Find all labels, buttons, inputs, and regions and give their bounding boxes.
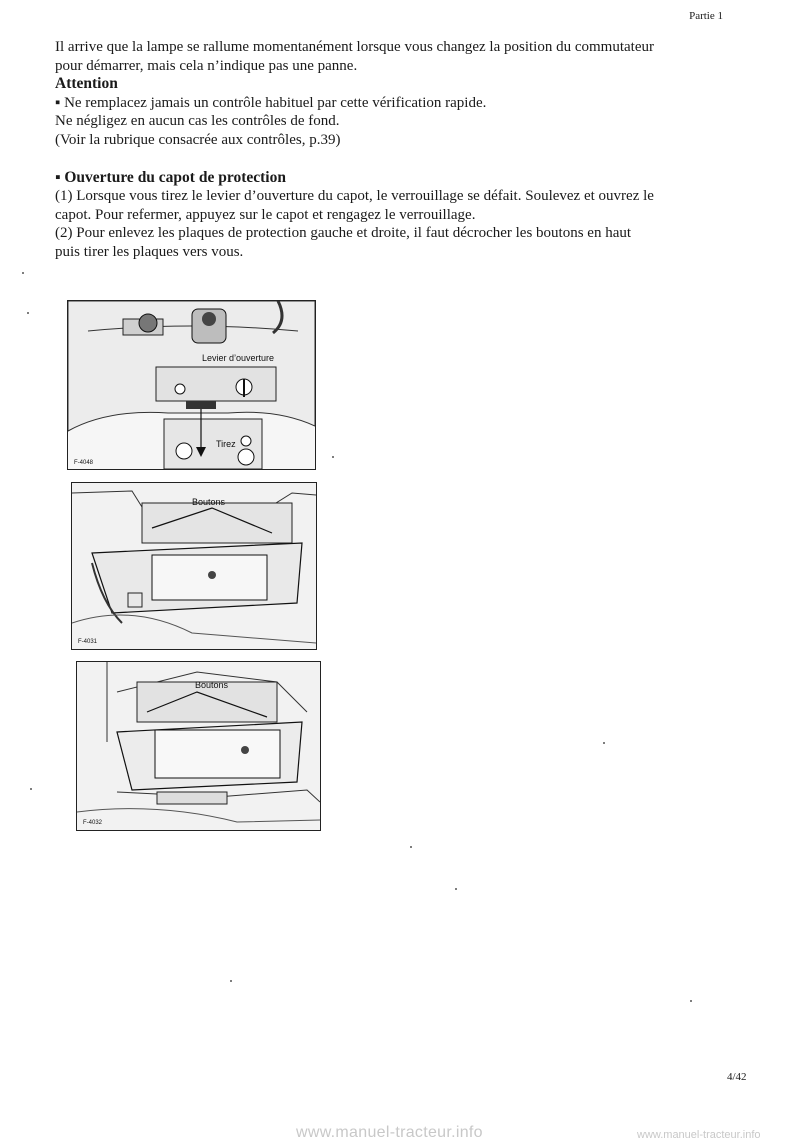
scan-speck xyxy=(27,312,29,314)
section-line-4: puis tirer les plaques vers vous. xyxy=(55,243,244,260)
attention-line-3: (Voir la rubrique consacrée aux contrôles, p.39) xyxy=(55,131,341,148)
section-line-2: capot. Pour refermer, appuyez sur le capot et rengagez le verrouillage. xyxy=(55,206,476,223)
figure-code-1: F-4048 xyxy=(74,460,94,466)
attention-line-1: ▪ Ne remplacez jamais un contrôle habituel par cette vérification rapide. xyxy=(55,94,487,111)
figure-code-3: F-4032 xyxy=(83,820,103,826)
intro-line-2: pour démarrer, mais cela n’indique pas une panne. xyxy=(55,57,358,74)
scan-speck xyxy=(30,788,32,790)
scan-speck xyxy=(332,456,334,458)
label-buttons-1: Boutons xyxy=(192,497,226,507)
scan-speck xyxy=(410,846,412,848)
figure-hood-lever xyxy=(67,300,316,470)
section-title: ▪ Ouverture du capot de protection xyxy=(55,168,286,186)
label-pull: Tirez xyxy=(216,439,236,449)
label-buttons-2: Boutons xyxy=(195,680,229,690)
figure-side-plate-1 xyxy=(71,482,317,650)
figure-code-2: F-4031 xyxy=(78,639,98,645)
label-lever: Levier d’ouverture xyxy=(202,353,275,363)
scan-speck xyxy=(690,1000,692,1002)
side-plate-drawing-1 xyxy=(72,483,316,649)
intro-line-1: Il arrive que la lampe se rallume momentanément lorsque vous changez la position du commutateur xyxy=(55,39,654,55)
page-number: 4/42 xyxy=(727,1071,747,1083)
section-line-3: (2) Pour enlevez les plaques de protection gauche et droite, il faut décrocher les boutons en haut xyxy=(55,225,632,242)
footer-site-side: www.manuel-tracteur.info xyxy=(637,1129,761,1141)
side-plate-drawing-2 xyxy=(77,662,320,830)
body-text xyxy=(55,38,745,262)
scan-speck xyxy=(455,888,457,890)
scan-speck xyxy=(22,272,24,274)
footer-site-main: www.manuel-tracteur.info xyxy=(296,1124,483,1141)
figure-side-plate-2 xyxy=(76,661,321,831)
part-label: Partie 1 xyxy=(689,10,723,22)
scan-speck xyxy=(603,742,605,744)
hood-lever-drawing xyxy=(68,301,315,469)
attention-line-2: Ne négligez en aucun cas les contrôles de fond. xyxy=(55,113,340,130)
attention-title: Attention xyxy=(55,75,118,93)
section-line-1: (1) Lorsque vous tirez le levier d’ouverture du capot, le verrouillage se défait. Soulevez et ouvrez le xyxy=(55,188,654,205)
scan-speck xyxy=(230,980,232,982)
